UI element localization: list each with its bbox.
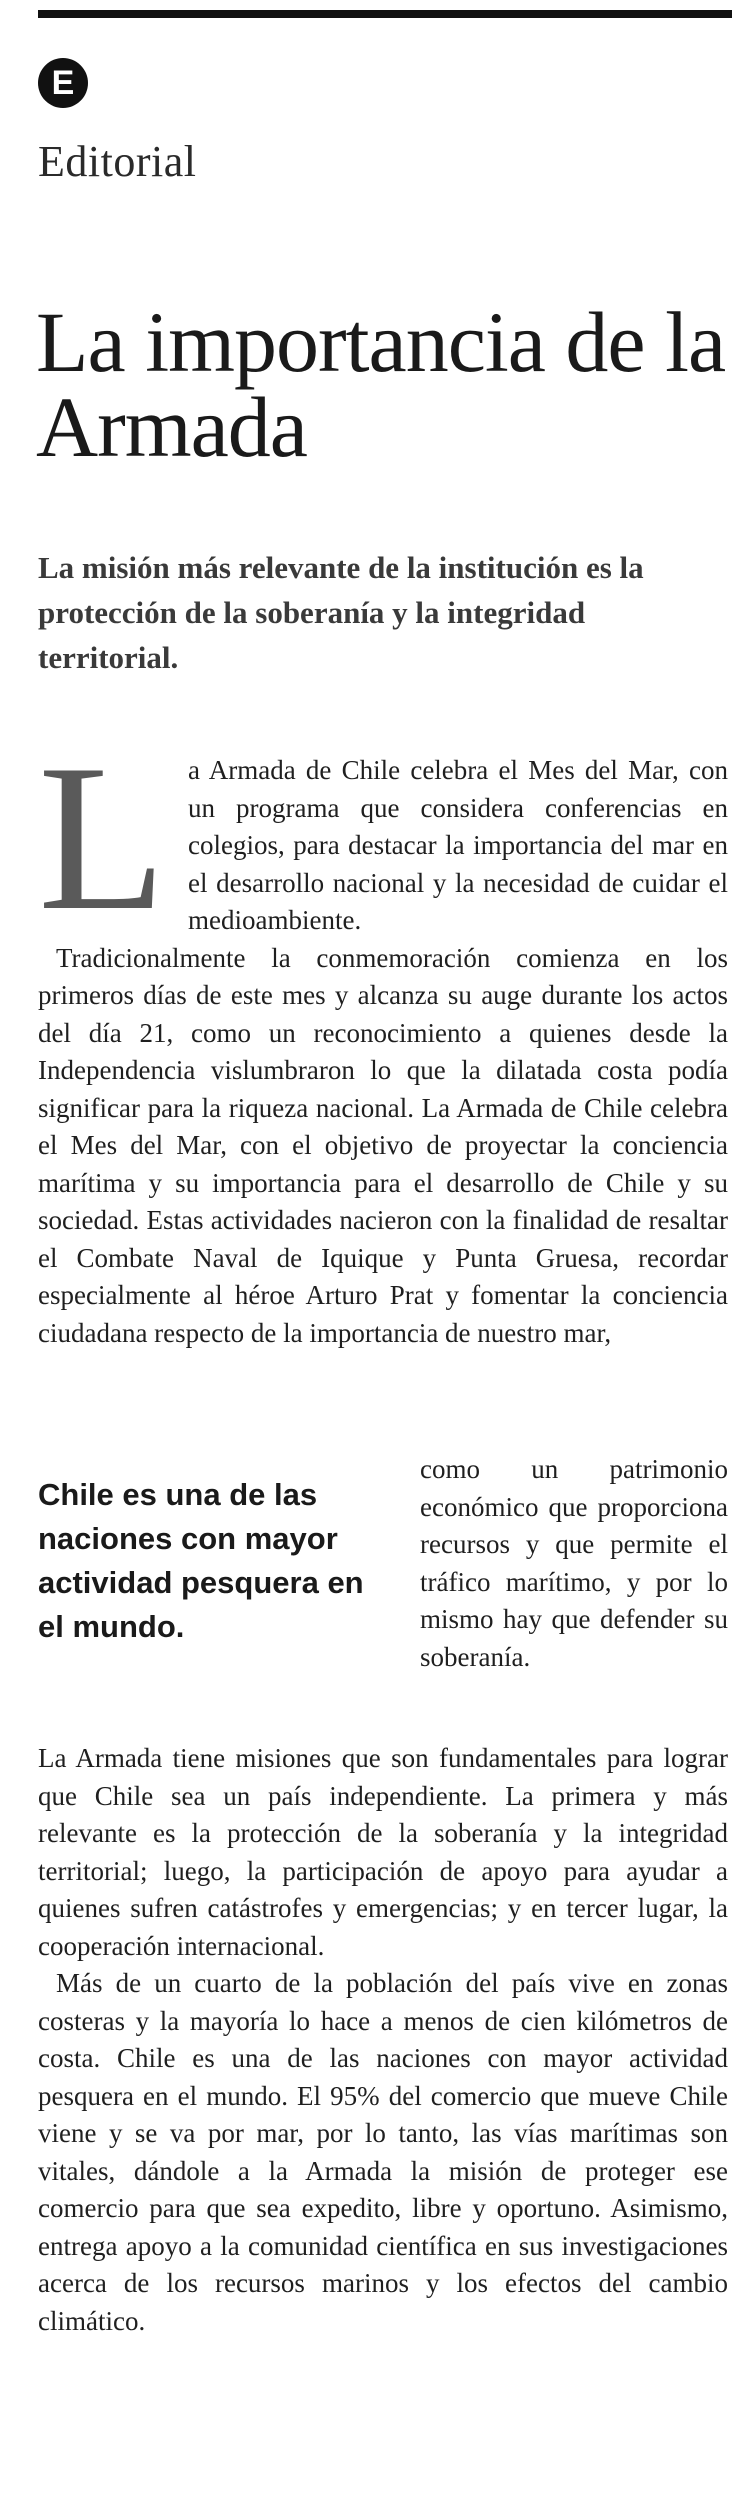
article-body-top bbox=[38, 722, 728, 1352]
paragraph-2-continued: como un patrimonio económico que proporciona recursos y que permite el tráfico marítimo, y por lo mismo hay que defender su soberanía. bbox=[420, 1454, 728, 1672]
pullquote-section bbox=[38, 1451, 728, 1735]
deck: La misión más relevante de la institución es la protección de la soberanía y la integridad territorial. bbox=[38, 550, 644, 675]
section-label: Editorial bbox=[38, 137, 197, 186]
drop-cap: L bbox=[38, 722, 167, 954]
paragraph-1: a Armada de Chile celebra el Mes del Mar, con un programa que considera conferencias en colegios, para destacar la importancia del mar en el desarrollo nacional y la necesidad de cuidar el medioambiente. bbox=[188, 755, 728, 935]
top-rule bbox=[38, 10, 732, 18]
headline: La importancia de la Armada bbox=[36, 294, 726, 475]
pull-quote: Chile es una de las naciones con mayor actividad pesquera en el mundo. bbox=[38, 1477, 364, 1644]
paragraph-2: Tradicionalmente la conmemoración comienza en los primeros días de este mes y alcanza su auge durante los actos del día 21, como un reconocimiento a quienes desde la Independencia vislumbraron lo que la dilatada costa podía significar para la riqueza nacional. La Armada de Chile celebra el Mes del Mar, con el objetivo de proyectar la conciencia marítima y su importancia para el desarrollo de Chile y su sociedad. Estas actividades nacieron con la finalidad de resaltar el Combate Naval de Iquique y Punta Gruesa, recordar especialmente al héroe Arturo Prat y fomentar la conciencia ciudadana respecto de la importancia de nuestro mar, bbox=[38, 942, 728, 1348]
paragraph-3: La Armada tiene misiones que son fundamentales para lograr que Chile sea un país independiente. La primera y más relevante es la protección de la soberanía y la integridad territorial; luego, la participación de apoyo para ayudar a quienes sufren catástrofes y emergencias; y en tercer lugar, la cooperación internacional. bbox=[38, 1743, 728, 1961]
section-badge-letter: E bbox=[51, 64, 75, 102]
paragraph-4: Más de un cuarto de la población del país vive en zonas costeras y la mayoría lo hace a menos de cien kilómetros de costa. Chile es una de las naciones con mayor actividad pesquera en el mundo. El 95% del comercio que mueve Chile viene y se va por mar, por lo tanto, las vías marítimas son vitales, dándole a la Armada la misión de proteger ese comercio para que sea expedito, libre y oportuno. Asimismo, entrega apoyo a la comunidad científica en sus investigaciones acerca de los recursos marinos y los efectos del cambio climático. bbox=[38, 1968, 728, 2336]
section-badge bbox=[38, 58, 88, 108]
article-body-bottom bbox=[38, 1740, 728, 2340]
